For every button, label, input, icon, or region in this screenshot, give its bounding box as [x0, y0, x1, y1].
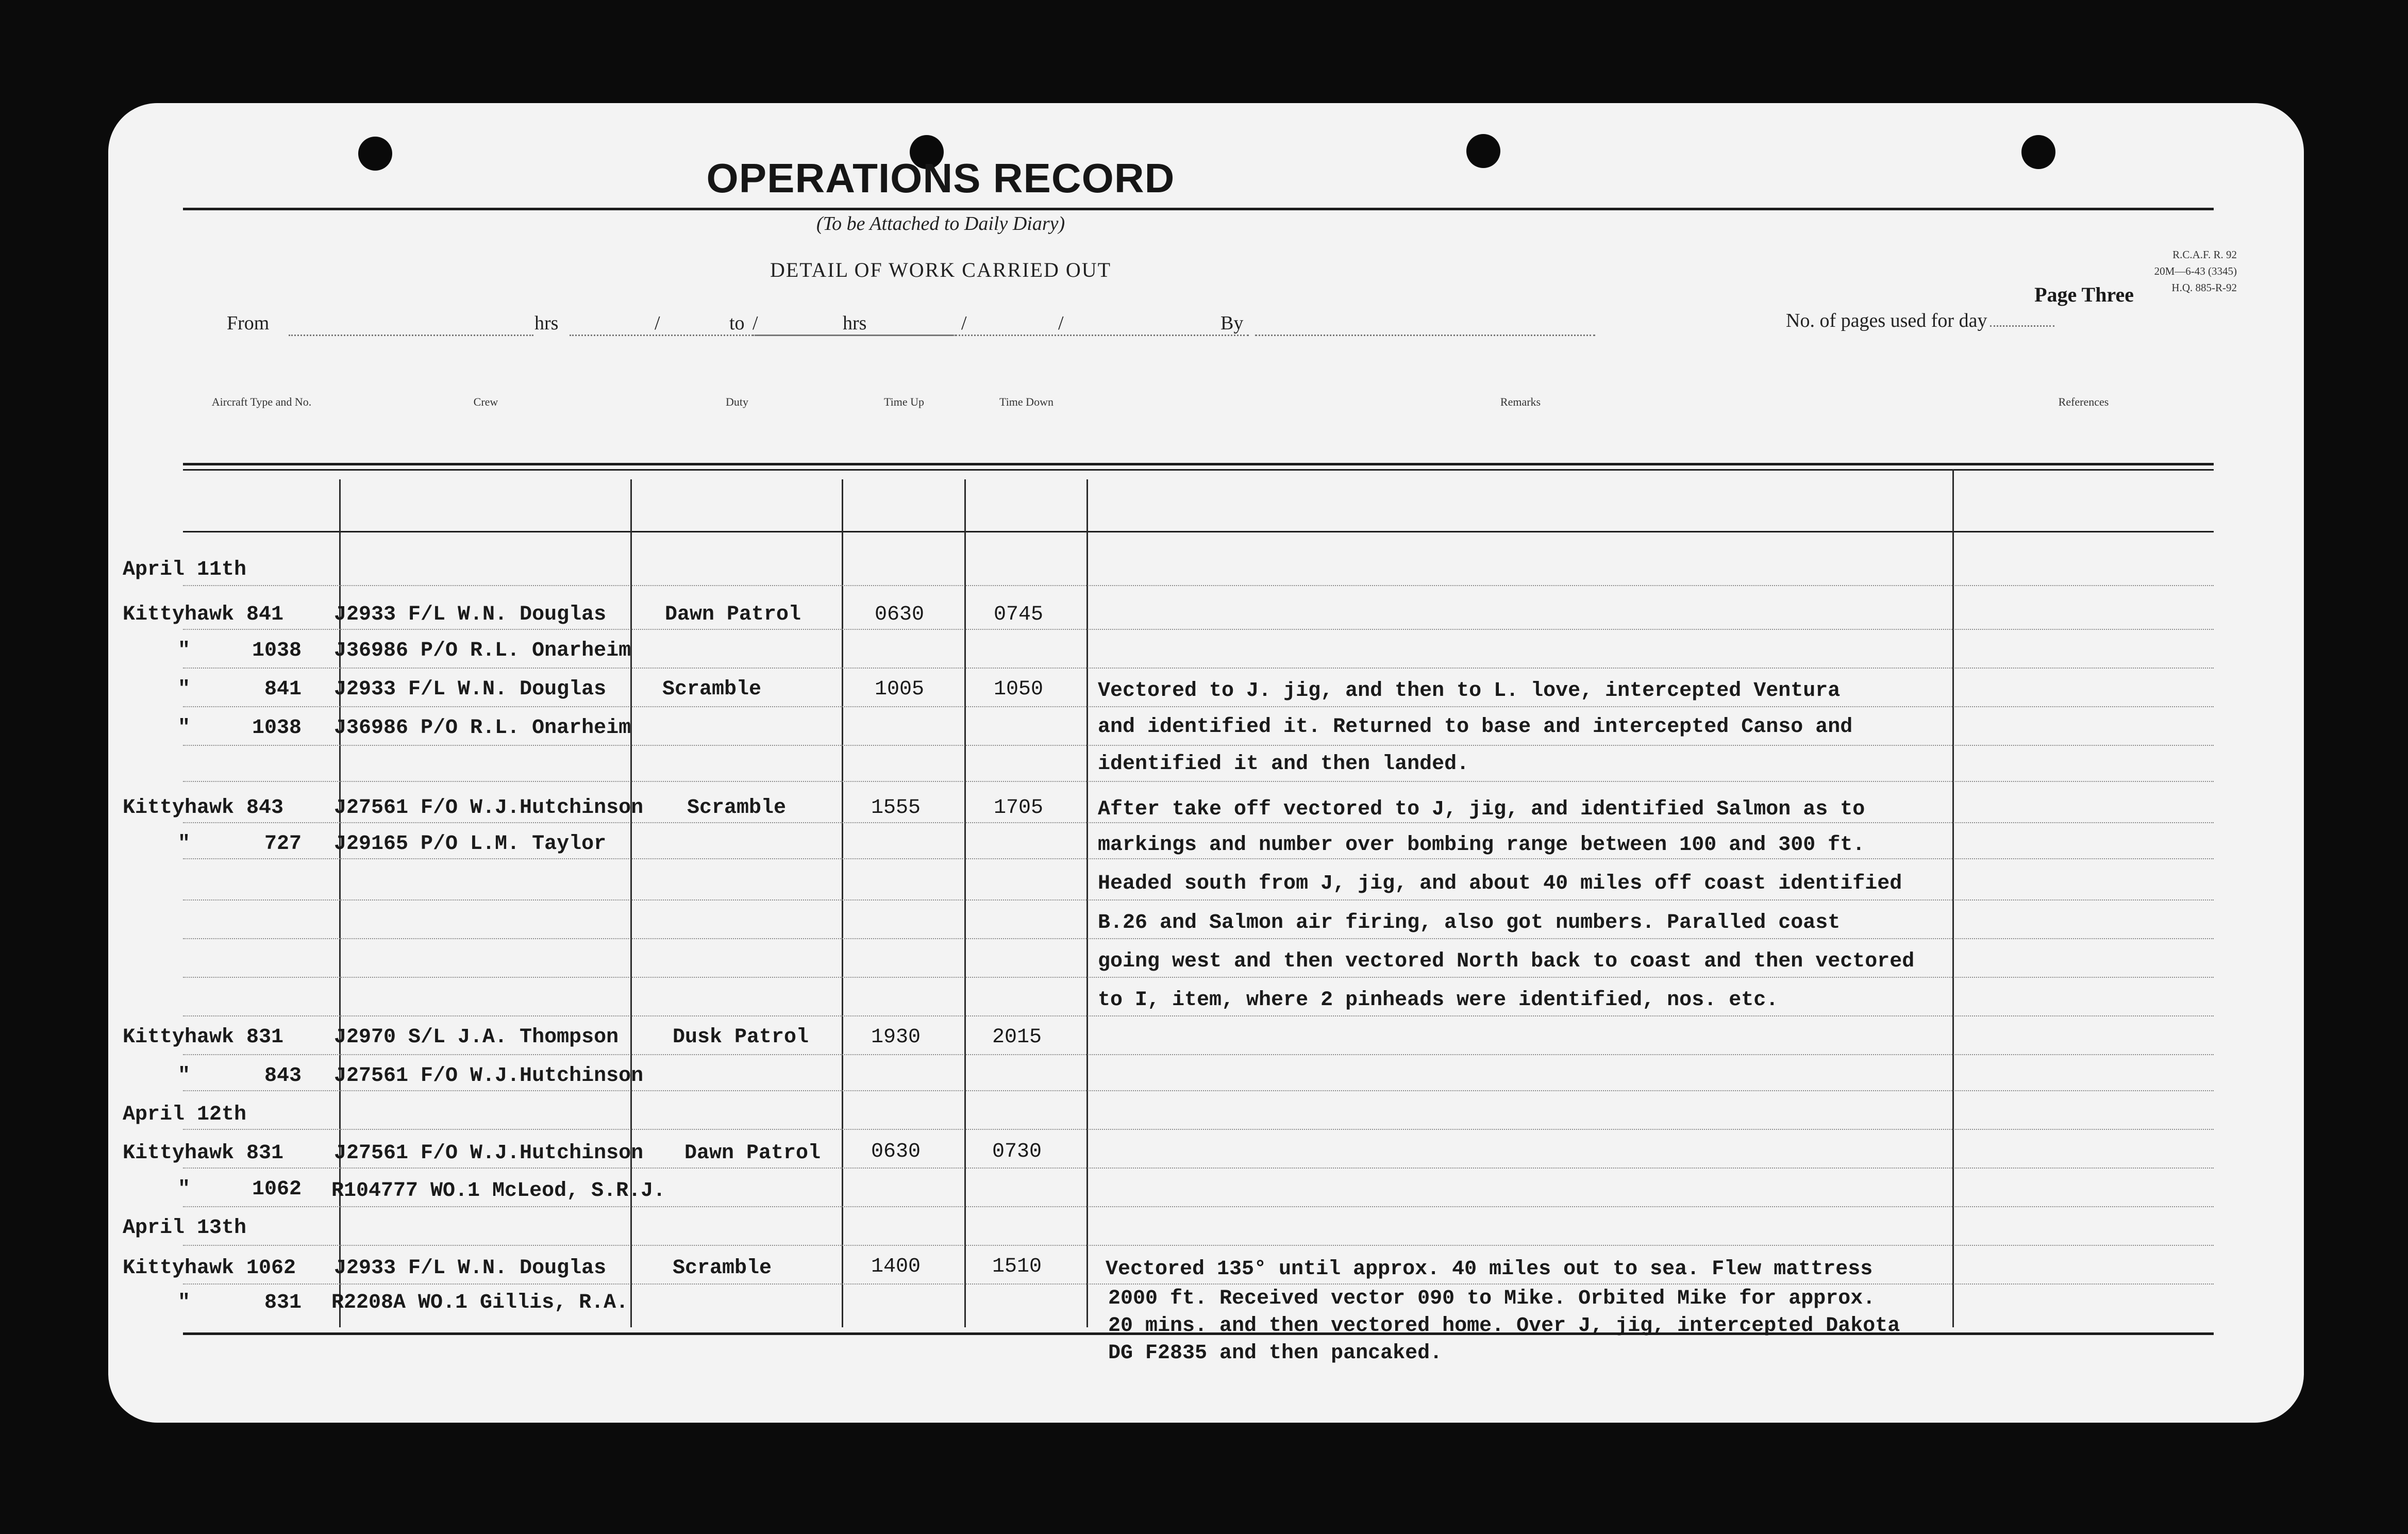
to-label: to	[729, 312, 745, 334]
date-heading: April 12th	[123, 1103, 247, 1126]
time-up-cell: 1400	[871, 1255, 921, 1278]
form-code-line: H.Q. 885-R-92	[2171, 281, 2237, 294]
aircraft-cell: " 727	[178, 832, 302, 856]
from-to-line: From hrs / / to hrs / / By	[121, 312, 1667, 343]
remarks-cell: After take off vectored to J, jig, and identified Salmon as to	[1098, 798, 1865, 821]
crew-cell: J2933 F/L W.N. Douglas	[334, 1257, 607, 1280]
remarks-cell: markings and number over bombing range between 100 and 300 ft.	[1098, 833, 1865, 857]
column-divider	[842, 479, 843, 1327]
remarks-cell: Vectored to J. jig, and then to L. love, intercepted Ventura	[1098, 679, 1841, 703]
duty-cell: Scramble	[687, 796, 787, 820]
crew-cell: R2208A WO.1 Gillis, R.A.	[331, 1291, 629, 1314]
time-down-cell: 2015	[992, 1026, 1042, 1049]
aircraft-cell: " 831	[178, 1291, 302, 1314]
col-header-time-up: Time Up	[883, 395, 925, 408]
duty-cell: Scramble	[662, 678, 762, 701]
pages-used-text: No. of pages used for day	[1786, 310, 1987, 331]
date-heading: April 13th	[123, 1216, 247, 1240]
col-header-crew: Crew	[473, 395, 498, 408]
duty-cell: Dawn Patrol	[665, 603, 801, 626]
aircraft-cell: " 843	[178, 1064, 302, 1088]
time-down-cell: 0730	[992, 1140, 1042, 1163]
remarks-cell: DG F2835 and then pancaked.	[1108, 1342, 1443, 1365]
col-header-time-down: Time Down	[999, 395, 1054, 408]
aircraft-cell: Kittyhawk 841	[123, 603, 284, 626]
pages-used-label	[1786, 309, 2214, 332]
time-down-cell: 1050	[994, 678, 1044, 701]
remarks-cell: to I, item, where 2 pinheads were identified, nos. etc.	[1098, 989, 1779, 1012]
punch-hole	[358, 137, 392, 171]
aircraft-cell: " 841	[178, 678, 302, 701]
remarks-cell: Vectored 135° until approx. 40 miles out to sea. Flew mattress	[1106, 1258, 1873, 1281]
aircraft-cell: Kittyhawk 1062	[123, 1257, 296, 1280]
hrs-label: hrs	[534, 312, 559, 334]
aircraft-cell: Kittyhawk 831	[123, 1026, 284, 1049]
remarks-cell: B.26 and Salmon air firing, also got numbers. Paralled coast	[1098, 911, 1841, 935]
remarks-cell: Headed south from J, jig, and about 40 miles off coast identified	[1098, 872, 1902, 895]
col-header-aircraft: Aircraft Type and No.	[211, 395, 312, 408]
time-down-cell: 1705	[994, 796, 1044, 820]
duty-cell: Dusk Patrol	[673, 1026, 809, 1049]
time-up-cell: 0630	[871, 1140, 921, 1163]
from-label: From	[227, 312, 270, 334]
form-code-line: 20M—6-43 (3345)	[2154, 265, 2237, 277]
crew-cell: J2933 F/L W.N. Douglas	[334, 603, 607, 626]
date-heading: April 11th	[123, 558, 247, 581]
form-detail-heading: DETAIL OF WORK CARRIED OUT	[770, 258, 1112, 281]
col-header-references: References	[2058, 395, 2109, 408]
punch-hole	[1466, 134, 1500, 168]
duty-cell: Scramble	[673, 1257, 772, 1280]
hrs-label: hrs	[843, 312, 867, 334]
form-title: OPERATIONS RECORD	[706, 155, 1175, 201]
column-divider	[1952, 469, 1954, 1327]
header-rule-upper	[183, 463, 2214, 465]
time-down-cell: 1510	[992, 1255, 1042, 1278]
remarks-cell: 2000 ft. Received vector 090 to Mike. Orbited Mike for approx.	[1108, 1287, 1876, 1310]
time-up-cell: 1005	[875, 678, 925, 701]
form-code-line: R.C.A.F. R. 92	[2172, 248, 2237, 261]
remarks-cell: 20 mins. and then vectored home. Over J, jig, intercepted Dakota	[1108, 1314, 1900, 1338]
aircraft-cell: " 1062	[178, 1178, 302, 1201]
aircraft-cell: Kittyhawk 843	[123, 796, 284, 820]
crew-cell: J27561 F/O W.J.Hutchinson	[334, 796, 644, 820]
duty-cell: Dawn Patrol	[684, 1142, 821, 1165]
time-up-cell: 1930	[871, 1026, 921, 1049]
column-head-rule	[183, 531, 2214, 532]
crew-cell: J36986 P/O R.L. Onarheim	[334, 639, 631, 662]
crew-cell: J27561 F/O W.J.Hutchinson	[334, 1142, 644, 1165]
column-divider	[1086, 479, 1088, 1327]
by-label: By	[1220, 312, 1244, 334]
crew-cell: J2933 F/L W.N. Douglas	[334, 678, 607, 701]
crew-cell: J2970 S/L J.A. Thompson	[334, 1026, 619, 1049]
aircraft-cell: " 1038	[178, 639, 302, 662]
aircraft-cell: " 1038	[178, 716, 302, 740]
time-down-cell: 0745	[994, 603, 1044, 626]
time-up-cell: 0630	[875, 603, 925, 626]
remarks-cell: going west and then vectored North back to coast and then vectored	[1098, 950, 1915, 973]
form-subtitle: (To be Attached to Daily Diary)	[816, 213, 1065, 235]
crew-cell: J27561 F/O W.J.Hutchinson	[334, 1064, 644, 1088]
col-header-remarks: Remarks	[1500, 395, 1541, 408]
page-number: Page Three	[2034, 283, 2134, 306]
crew-cell: J29165 P/O L.M. Taylor	[334, 832, 607, 856]
top-rule	[183, 208, 2214, 210]
crew-cell: R104777 WO.1 McLeod, S.R.J.	[331, 1179, 666, 1203]
header-rule-lower	[183, 469, 2214, 471]
remarks-cell: identified it and then landed.	[1098, 753, 1469, 776]
punch-hole	[2021, 135, 2055, 169]
remarks-cell: and identified it. Returned to base and intercepted Canso and	[1098, 715, 1853, 739]
time-up-cell: 1555	[871, 796, 921, 820]
column-divider	[964, 479, 966, 1327]
crew-cell: J36986 P/O R.L. Onarheim	[334, 716, 631, 740]
aircraft-cell: Kittyhawk 831	[123, 1142, 284, 1165]
col-header-duty: Duty	[726, 395, 748, 408]
